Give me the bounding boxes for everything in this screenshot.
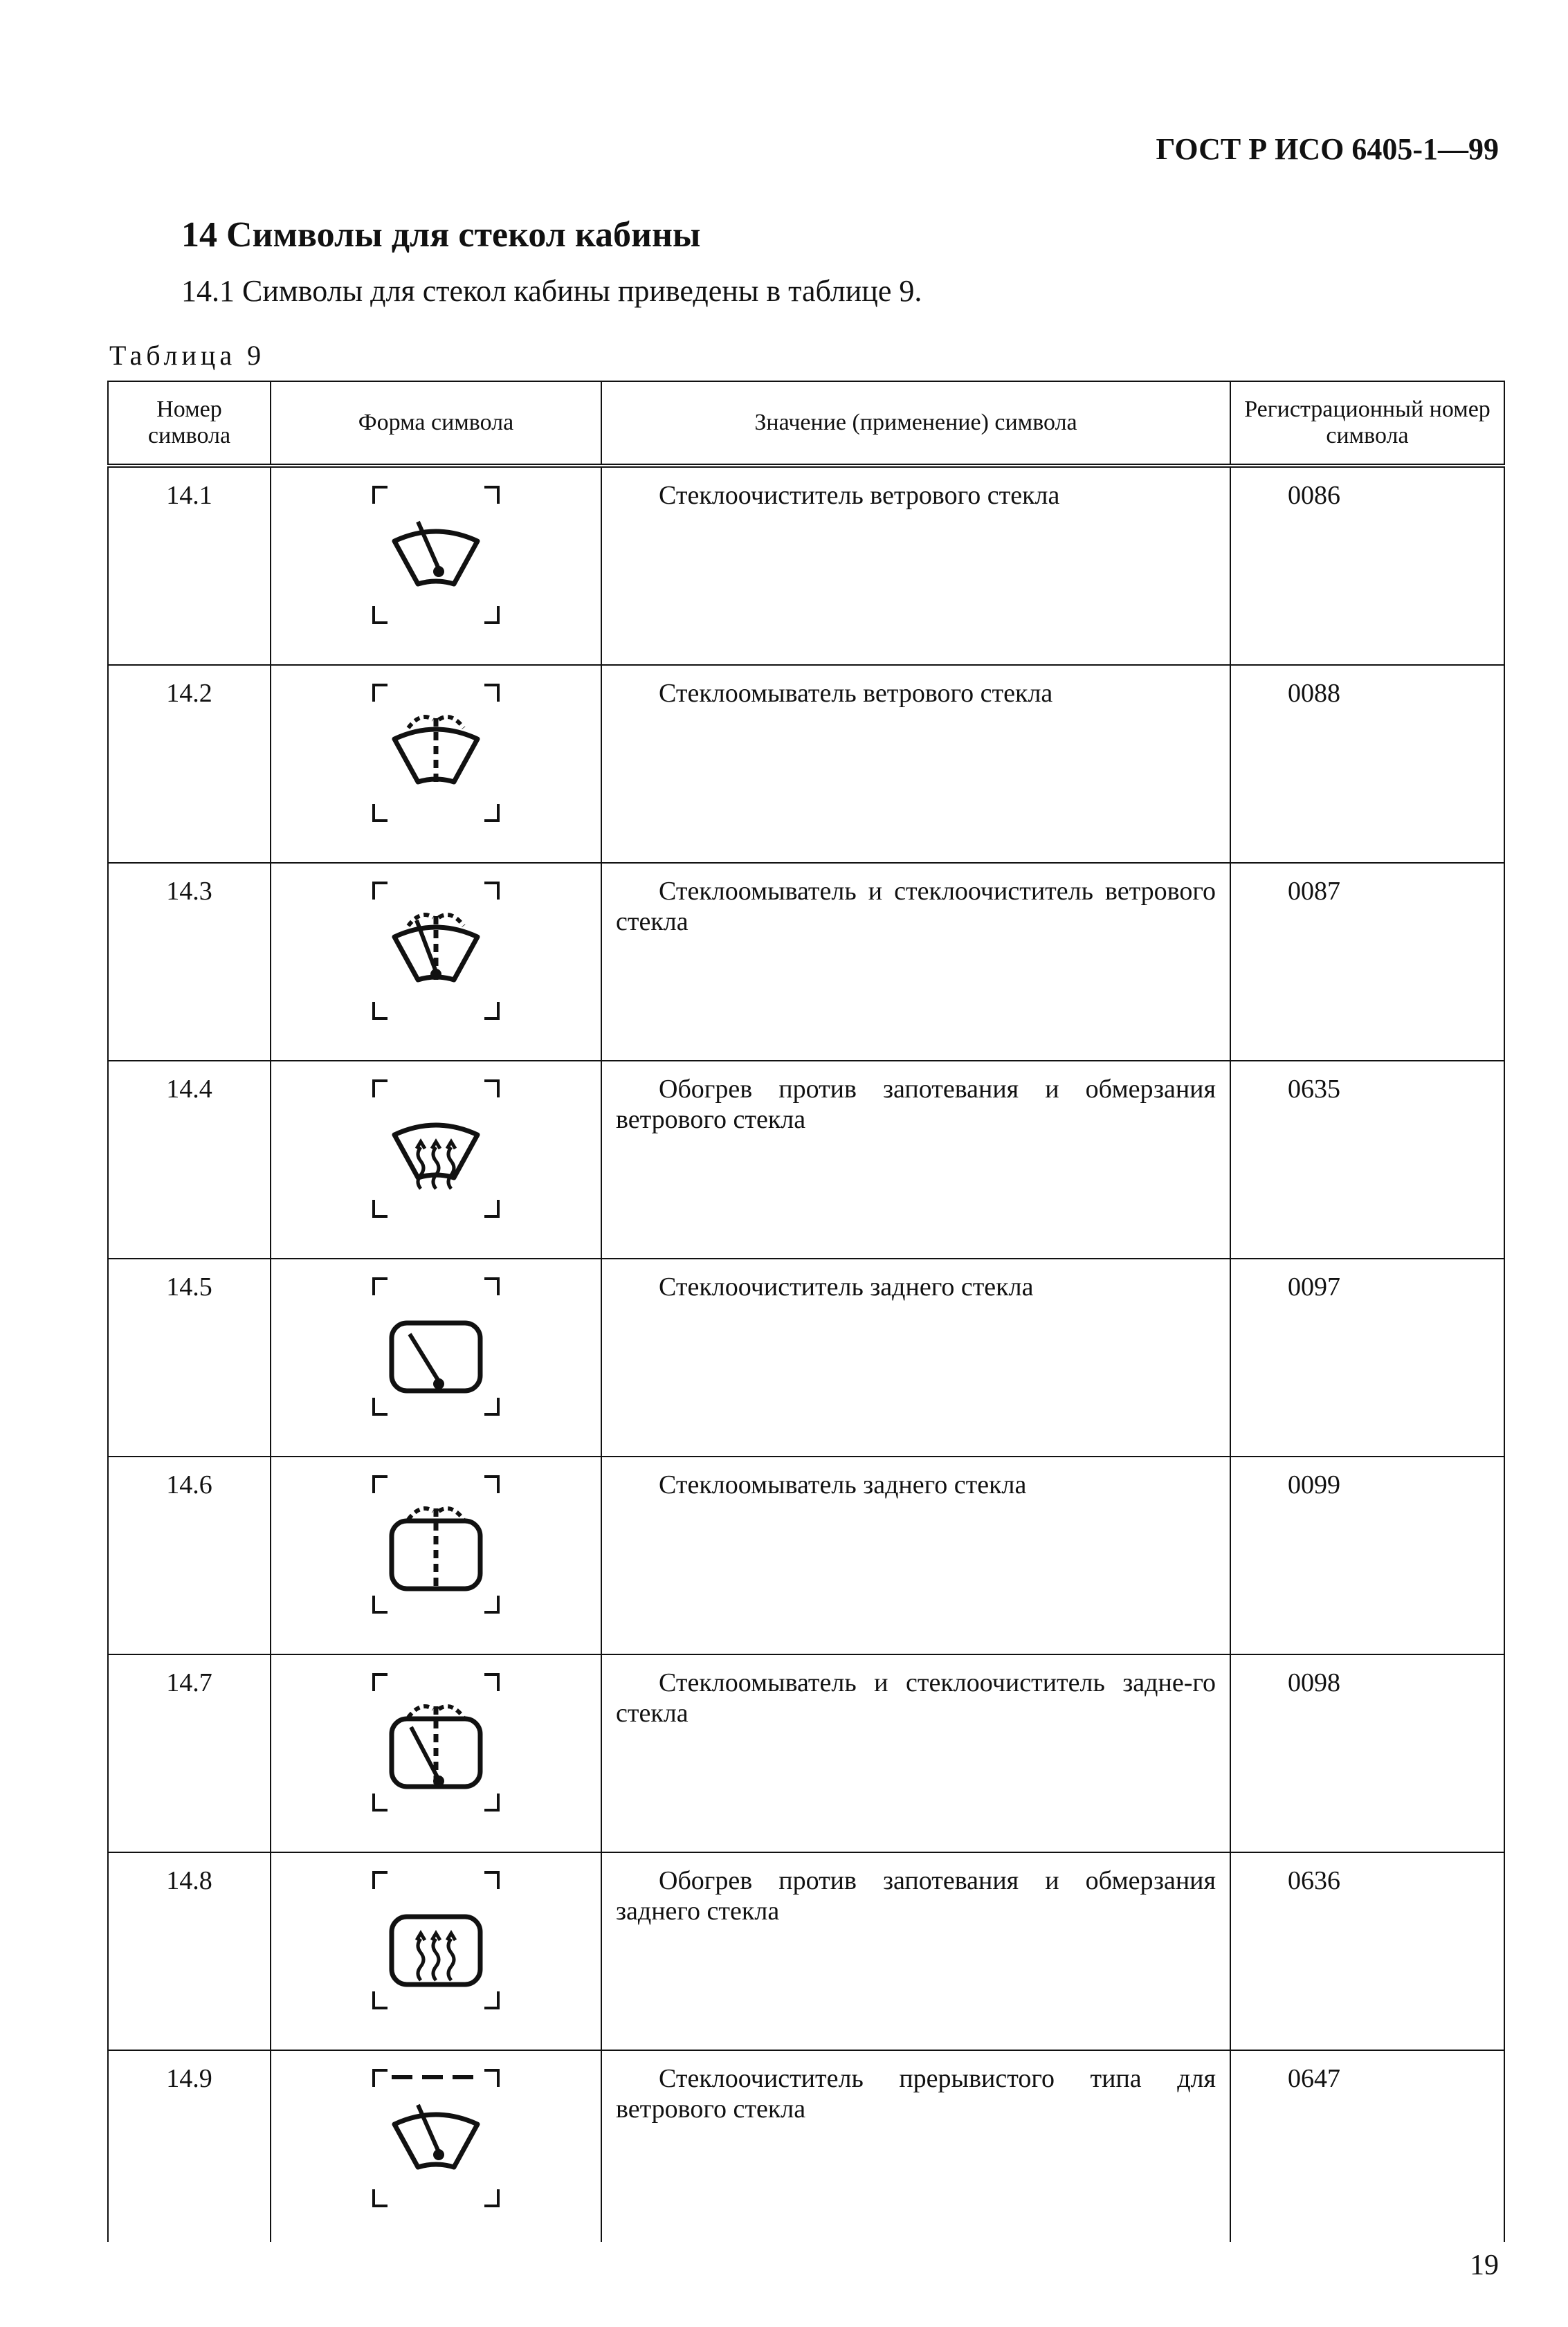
row-number: 14.8 — [108, 1852, 271, 2050]
symbols-table-wrapper — [107, 381, 1504, 2145]
row-number: 14.7 — [108, 1654, 271, 1852]
windscreen-wiper-icon — [367, 479, 505, 631]
row-meaning: Стеклоомыватель ветрового стекла — [601, 665, 1230, 863]
document-code: ГОСТ Р ИСО 6405-1—99 — [1156, 132, 1499, 166]
table-row — [108, 1852, 1504, 2050]
col-header-meaning: Значение (применение) символа — [601, 381, 1230, 466]
rear-window-wiper-icon — [367, 1270, 505, 1423]
row-meaning: Обогрев против запотевания и обмерзания ветрового стекла — [601, 1061, 1230, 1259]
col-header-symbol: Форма символа — [271, 381, 601, 466]
col-header-registration: Регистрационный номер символа — [1230, 381, 1504, 466]
row-registration: 0635 — [1230, 1061, 1504, 1259]
table-row — [108, 665, 1504, 863]
table-row — [108, 2050, 1504, 2242]
table-row — [108, 466, 1504, 665]
row-number: 14.9 — [108, 2050, 271, 2242]
row-registration: 0088 — [1230, 665, 1504, 863]
row-number: 14.2 — [108, 665, 271, 863]
table-row — [108, 1259, 1504, 1457]
row-meaning: Стеклоочиститель прерывистого типа для ветрового стекла — [601, 2050, 1230, 2242]
windscreen-washer-wiper-icon — [367, 875, 505, 1027]
row-meaning: Обогрев против запотевания и обмерзания заднего стекла — [601, 1852, 1230, 2050]
windscreen-defroster-icon — [367, 1073, 505, 1225]
row-registration: 0636 — [1230, 1852, 1504, 2050]
row-registration: 0099 — [1230, 1457, 1504, 1654]
row-meaning: Стеклоочиститель ветрового стекла — [601, 466, 1230, 665]
rear-window-defroster-icon — [367, 1864, 505, 2016]
section-title: 14 Символы для стекол кабины — [181, 215, 701, 255]
row-registration: 0086 — [1230, 466, 1504, 665]
intermittent-wiper-icon — [367, 2062, 505, 2214]
row-registration: 0098 — [1230, 1654, 1504, 1852]
table-row — [108, 1654, 1504, 1852]
row-registration: 0647 — [1230, 2050, 1504, 2242]
row-registration: 0097 — [1230, 1259, 1504, 1457]
table-row — [108, 1061, 1504, 1259]
rear-window-washer-wiper-icon — [367, 1666, 505, 1818]
row-number: 14.6 — [108, 1457, 271, 1654]
row-number: 14.3 — [108, 863, 271, 1061]
row-number: 14.4 — [108, 1061, 271, 1259]
table-row — [108, 863, 1504, 1061]
row-meaning: Стеклоочиститель заднего стекла — [601, 1259, 1230, 1457]
rear-window-washer-icon — [367, 1468, 505, 1621]
row-meaning: Стеклоомыватель и стеклоочиститель задне-го стекла — [601, 1654, 1230, 1852]
row-registration: 0087 — [1230, 863, 1504, 1061]
col-header-number: Номер символа — [108, 381, 271, 466]
page-number: 19 — [1470, 2250, 1499, 2281]
table-header-row — [108, 381, 1504, 466]
row-meaning: Стеклоомыватель заднего стекла — [601, 1457, 1230, 1654]
row-number: 14.1 — [108, 466, 271, 665]
windscreen-washer-icon — [367, 677, 505, 829]
symbols-table — [107, 381, 1505, 2242]
table-caption: Таблица 9 — [109, 340, 266, 371]
row-number: 14.5 — [108, 1259, 271, 1457]
section-paragraph: 14.1 Символы для стекол кабины приведены в таблице 9. — [181, 274, 922, 308]
table-row — [108, 1457, 1504, 1654]
row-meaning: Стеклоомыватель и стеклоочиститель ветрового стекла — [601, 863, 1230, 1061]
